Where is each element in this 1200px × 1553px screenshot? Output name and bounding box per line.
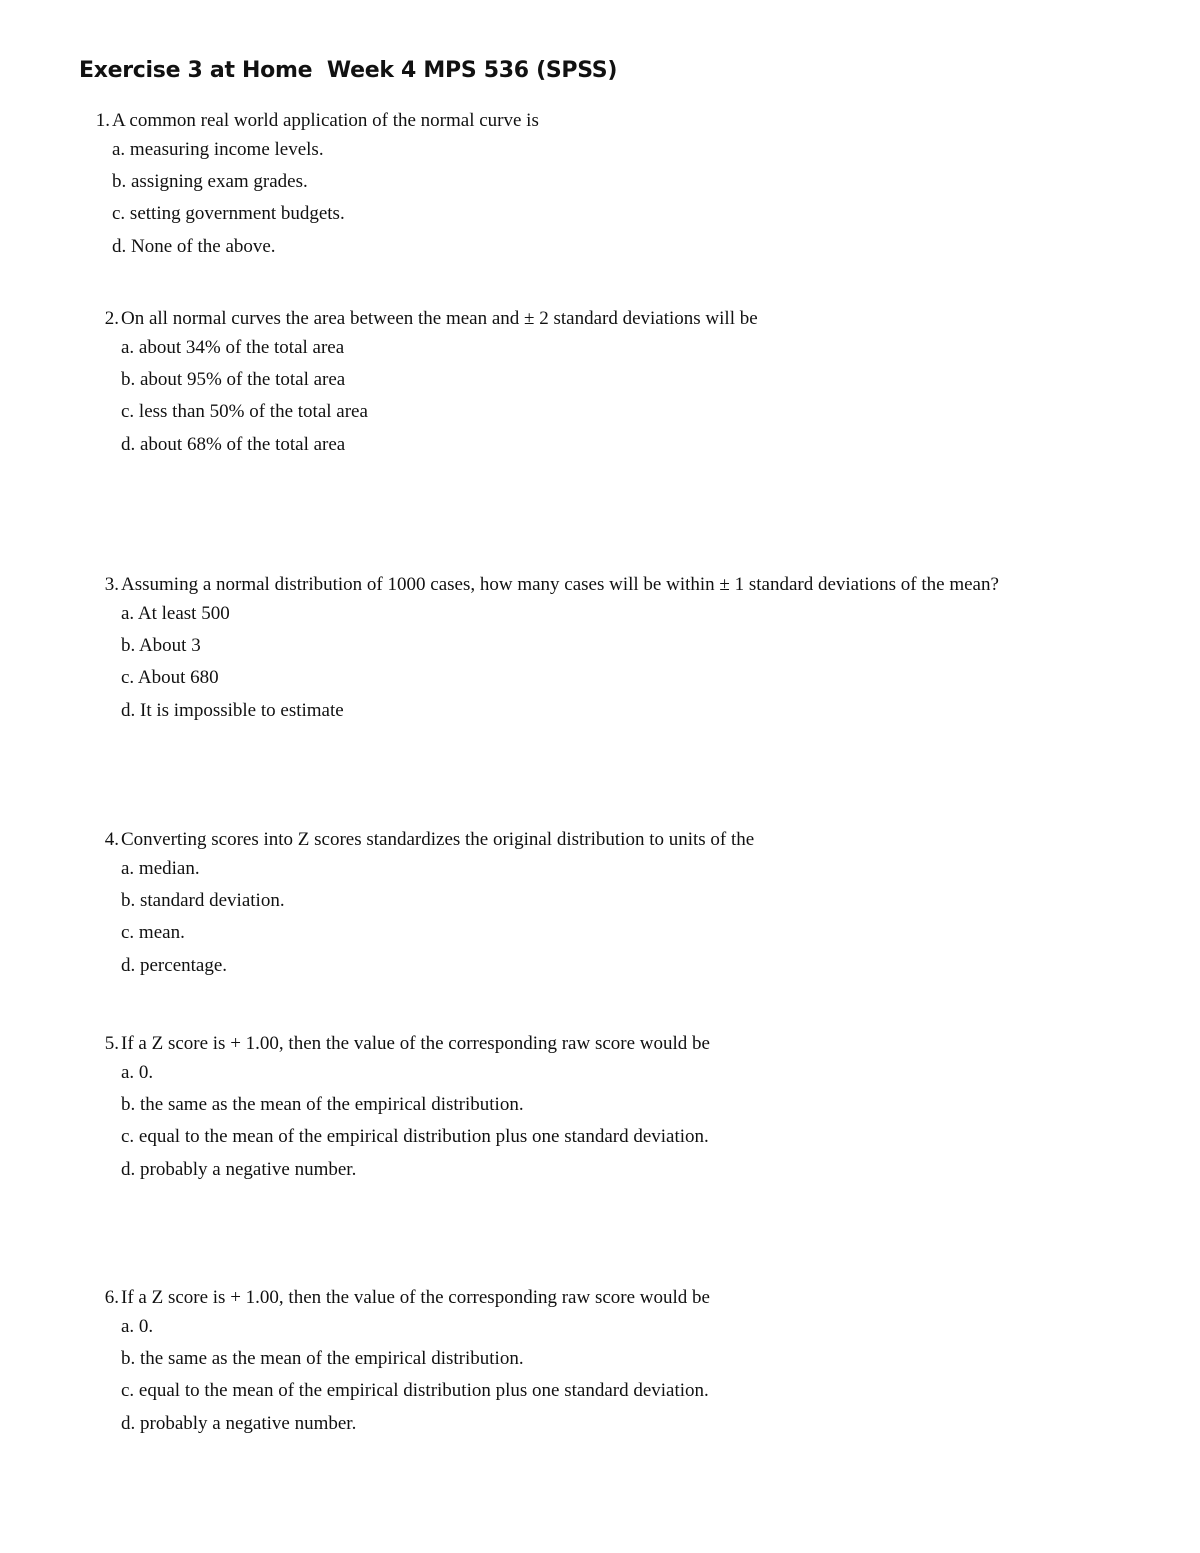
answer-option-d: d. about 68% of the total area xyxy=(121,433,346,455)
answer-option-d: d. It is impossible to estimate xyxy=(121,699,344,721)
answer-options xyxy=(121,1314,1037,1443)
page-title: Exercise 3 at Home Week 4 MPS 536 (SPSS) xyxy=(79,58,618,83)
question-text: On all normal curves the area between the mean and ± 2 standard deviations will be xyxy=(121,308,758,329)
answer-option-d: d. None of the above. xyxy=(112,235,276,257)
question-text: Assuming a normal distribution of 1000 cases, how many cases will be within ± 1 standard deviations of the mean? xyxy=(121,574,999,595)
question-4 xyxy=(97,827,1037,985)
answer-option-b: b. about 95% of the total area xyxy=(121,369,346,391)
answer-option-c: c. equal to the mean of the empirical distribution plus one standard deviation. xyxy=(121,1126,709,1148)
answer-option-b: b. assigning exam grades. xyxy=(112,171,308,193)
answer-option-c: c. About 680 xyxy=(121,667,219,689)
question-number: 5. xyxy=(104,1033,119,1054)
question-2 xyxy=(97,306,1037,464)
answer-option-b: b. the same as the mean of the empirical distribution. xyxy=(121,1094,524,1116)
question-number: 6. xyxy=(104,1287,119,1308)
question-3 xyxy=(97,572,1027,730)
answer-option-a: a. 0. xyxy=(121,1316,154,1337)
answer-option-a: a. 0. xyxy=(121,1062,154,1083)
answer-option-d: d. percentage. xyxy=(121,954,228,976)
answer-option-d: d. probably a negative number. xyxy=(121,1412,357,1434)
question-6 xyxy=(97,1285,1037,1443)
question-text: Converting scores into Z scores standardizes the original distribution to units of the xyxy=(121,829,755,850)
answer-options xyxy=(121,601,1027,730)
answer-option-a: a. about 34% of the total area xyxy=(121,337,345,358)
question-number: 1. xyxy=(95,110,110,131)
question-1 xyxy=(88,108,988,266)
question-number: 2. xyxy=(104,308,119,329)
answer-options xyxy=(121,1060,1037,1189)
answer-option-c: c. mean. xyxy=(121,922,185,944)
answer-option-a: a. At least 500 xyxy=(121,603,230,624)
answer-options xyxy=(121,335,1037,464)
answer-option-a: a. measuring income levels. xyxy=(112,139,324,160)
answer-option-b: b. the same as the mean of the empirical distribution. xyxy=(121,1348,524,1370)
question-number: 4. xyxy=(104,829,119,850)
question-text: A common real world application of the normal curve is xyxy=(112,110,539,131)
answer-option-c: c. less than 50% of the total area xyxy=(121,401,368,423)
answer-option-c: c. setting government budgets. xyxy=(112,203,345,225)
answer-option-c: c. equal to the mean of the empirical distribution plus one standard deviation. xyxy=(121,1380,709,1402)
answer-option-b: b. standard deviation. xyxy=(121,890,285,912)
question-text: If a Z score is + 1.00, then the value of the corresponding raw score would be xyxy=(121,1287,710,1308)
answer-option-b: b. About 3 xyxy=(121,635,201,657)
question-text: If a Z score is + 1.00, then the value of the corresponding raw score would be xyxy=(121,1033,710,1054)
answer-option-a: a. median. xyxy=(121,858,200,879)
answer-options xyxy=(121,856,1037,985)
answer-option-d: d. probably a negative number. xyxy=(121,1158,357,1180)
question-5 xyxy=(97,1031,1037,1189)
answer-options xyxy=(112,137,988,266)
question-number: 3. xyxy=(104,574,119,595)
